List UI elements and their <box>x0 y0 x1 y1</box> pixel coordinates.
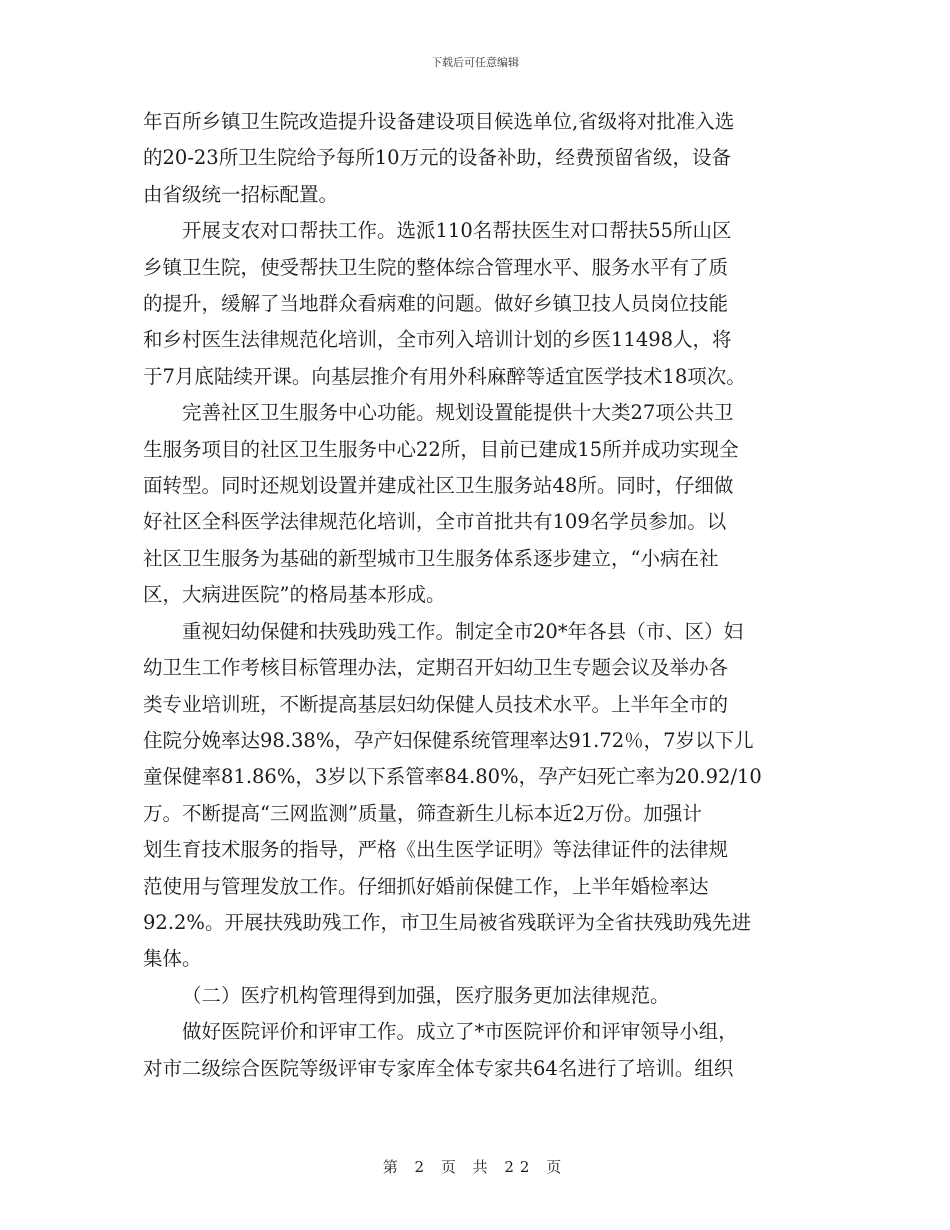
text-line: 对市二级综合医院等级评审专家库全体专家共64名进行了培训。组织 <box>143 1056 734 1080</box>
text-line: 和乡村医生法律规范化培训，全市列入培训计划的乡医11498人，将 <box>143 328 732 352</box>
text-line: 区，大病进医院”的格局基本形成。 <box>143 583 446 607</box>
text-line: 开展支农对口帮扶工作。选派110名帮扶医生对口帮扶55所山区 <box>182 219 732 243</box>
text-line: 于7月底陆续开课。向基层推介有用外科麻醉等适宜医学技术18项次。 <box>143 364 746 388</box>
text-line: 万。不断提高“三网监测”质量，筛查新生儿标本近2万份。加强计 <box>143 801 702 825</box>
page-footer: 第 2 页 共 22 页 <box>382 1158 568 1176</box>
text-line: 的提升，缓解了当地群众看病难的问题。做好乡镇卫技人员岗位技能 <box>143 292 729 316</box>
text-line: 做好医院评价和评审工作。成立了*市医院评价和评审领导小组， <box>182 1020 738 1044</box>
text-line: 生服务项目的社区卫生服务中心22所，目前已建成15所并成功实现全 <box>143 437 739 461</box>
text-line: 类专业培训班，不断提高基层妇幼保健人员技术水平。上半年全市的 <box>143 692 729 716</box>
text-line: 好社区全科医学法律规范化培训，全市首批共有109名学员参加。以 <box>143 510 727 534</box>
text-line: （二）医疗机构管理得到加强，医疗服务更加法律规范。 <box>182 983 670 1007</box>
text-line: 面转型。同时还规划设置并建成社区卫生服务站48所。同时，仔细做 <box>143 474 734 498</box>
text-line: 重视妇幼保健和扶残助残工作。制定全市20*年各县（市、区）妇 <box>182 619 744 643</box>
text-line: 由省级统一招标配置。 <box>143 182 339 206</box>
text-line: 集体。 <box>143 947 202 971</box>
document-body <box>143 104 811 1087</box>
page-header: 下载后可任意编辑 <box>431 56 519 69</box>
text-line: 社区卫生服务为基础的新型城市卫生服务体系逐步建立，“小病在社 <box>143 546 719 570</box>
text-line: 92.2%。开展扶残助残工作，市卫生局被省残联评为全省扶残助残先进 <box>143 910 751 934</box>
text-line: 住院分娩率达98.38%，孕产妇保健系统管理率达91.72％，7岁以下儿 <box>143 728 754 752</box>
text-line: 乡镇卫生院，使受帮扶卫生院的整体综合管理水平、服务水平有了质 <box>143 255 729 279</box>
text-line: 范使用与管理发放工作。仔细抓好婚前保健工作，上半年婚检率达 <box>143 874 709 898</box>
text-line: 童保健率81.86%，3岁以下系管率84.80%，孕产妇死亡率为20.92/10 <box>143 765 762 789</box>
text-line: 划生育技术服务的指导，严格《出生医学证明》等法律证件的法律规 <box>143 838 729 862</box>
text-line: 幼卫生工作考核目标管理办法，定期召开妇幼卫生专题会议及举办各 <box>143 656 729 680</box>
text-line: 的20-23所卫生院给予每所10万元的设备补助，经费预留省级，设备 <box>143 146 732 170</box>
text-line: 完善社区卫生服务中心功能。规划设置能提供十大类27项公共卫 <box>182 401 734 425</box>
text-line: 年百所乡镇卫生院改造提升设备建设项目候选单位,省级将对批准入选 <box>143 110 735 133</box>
